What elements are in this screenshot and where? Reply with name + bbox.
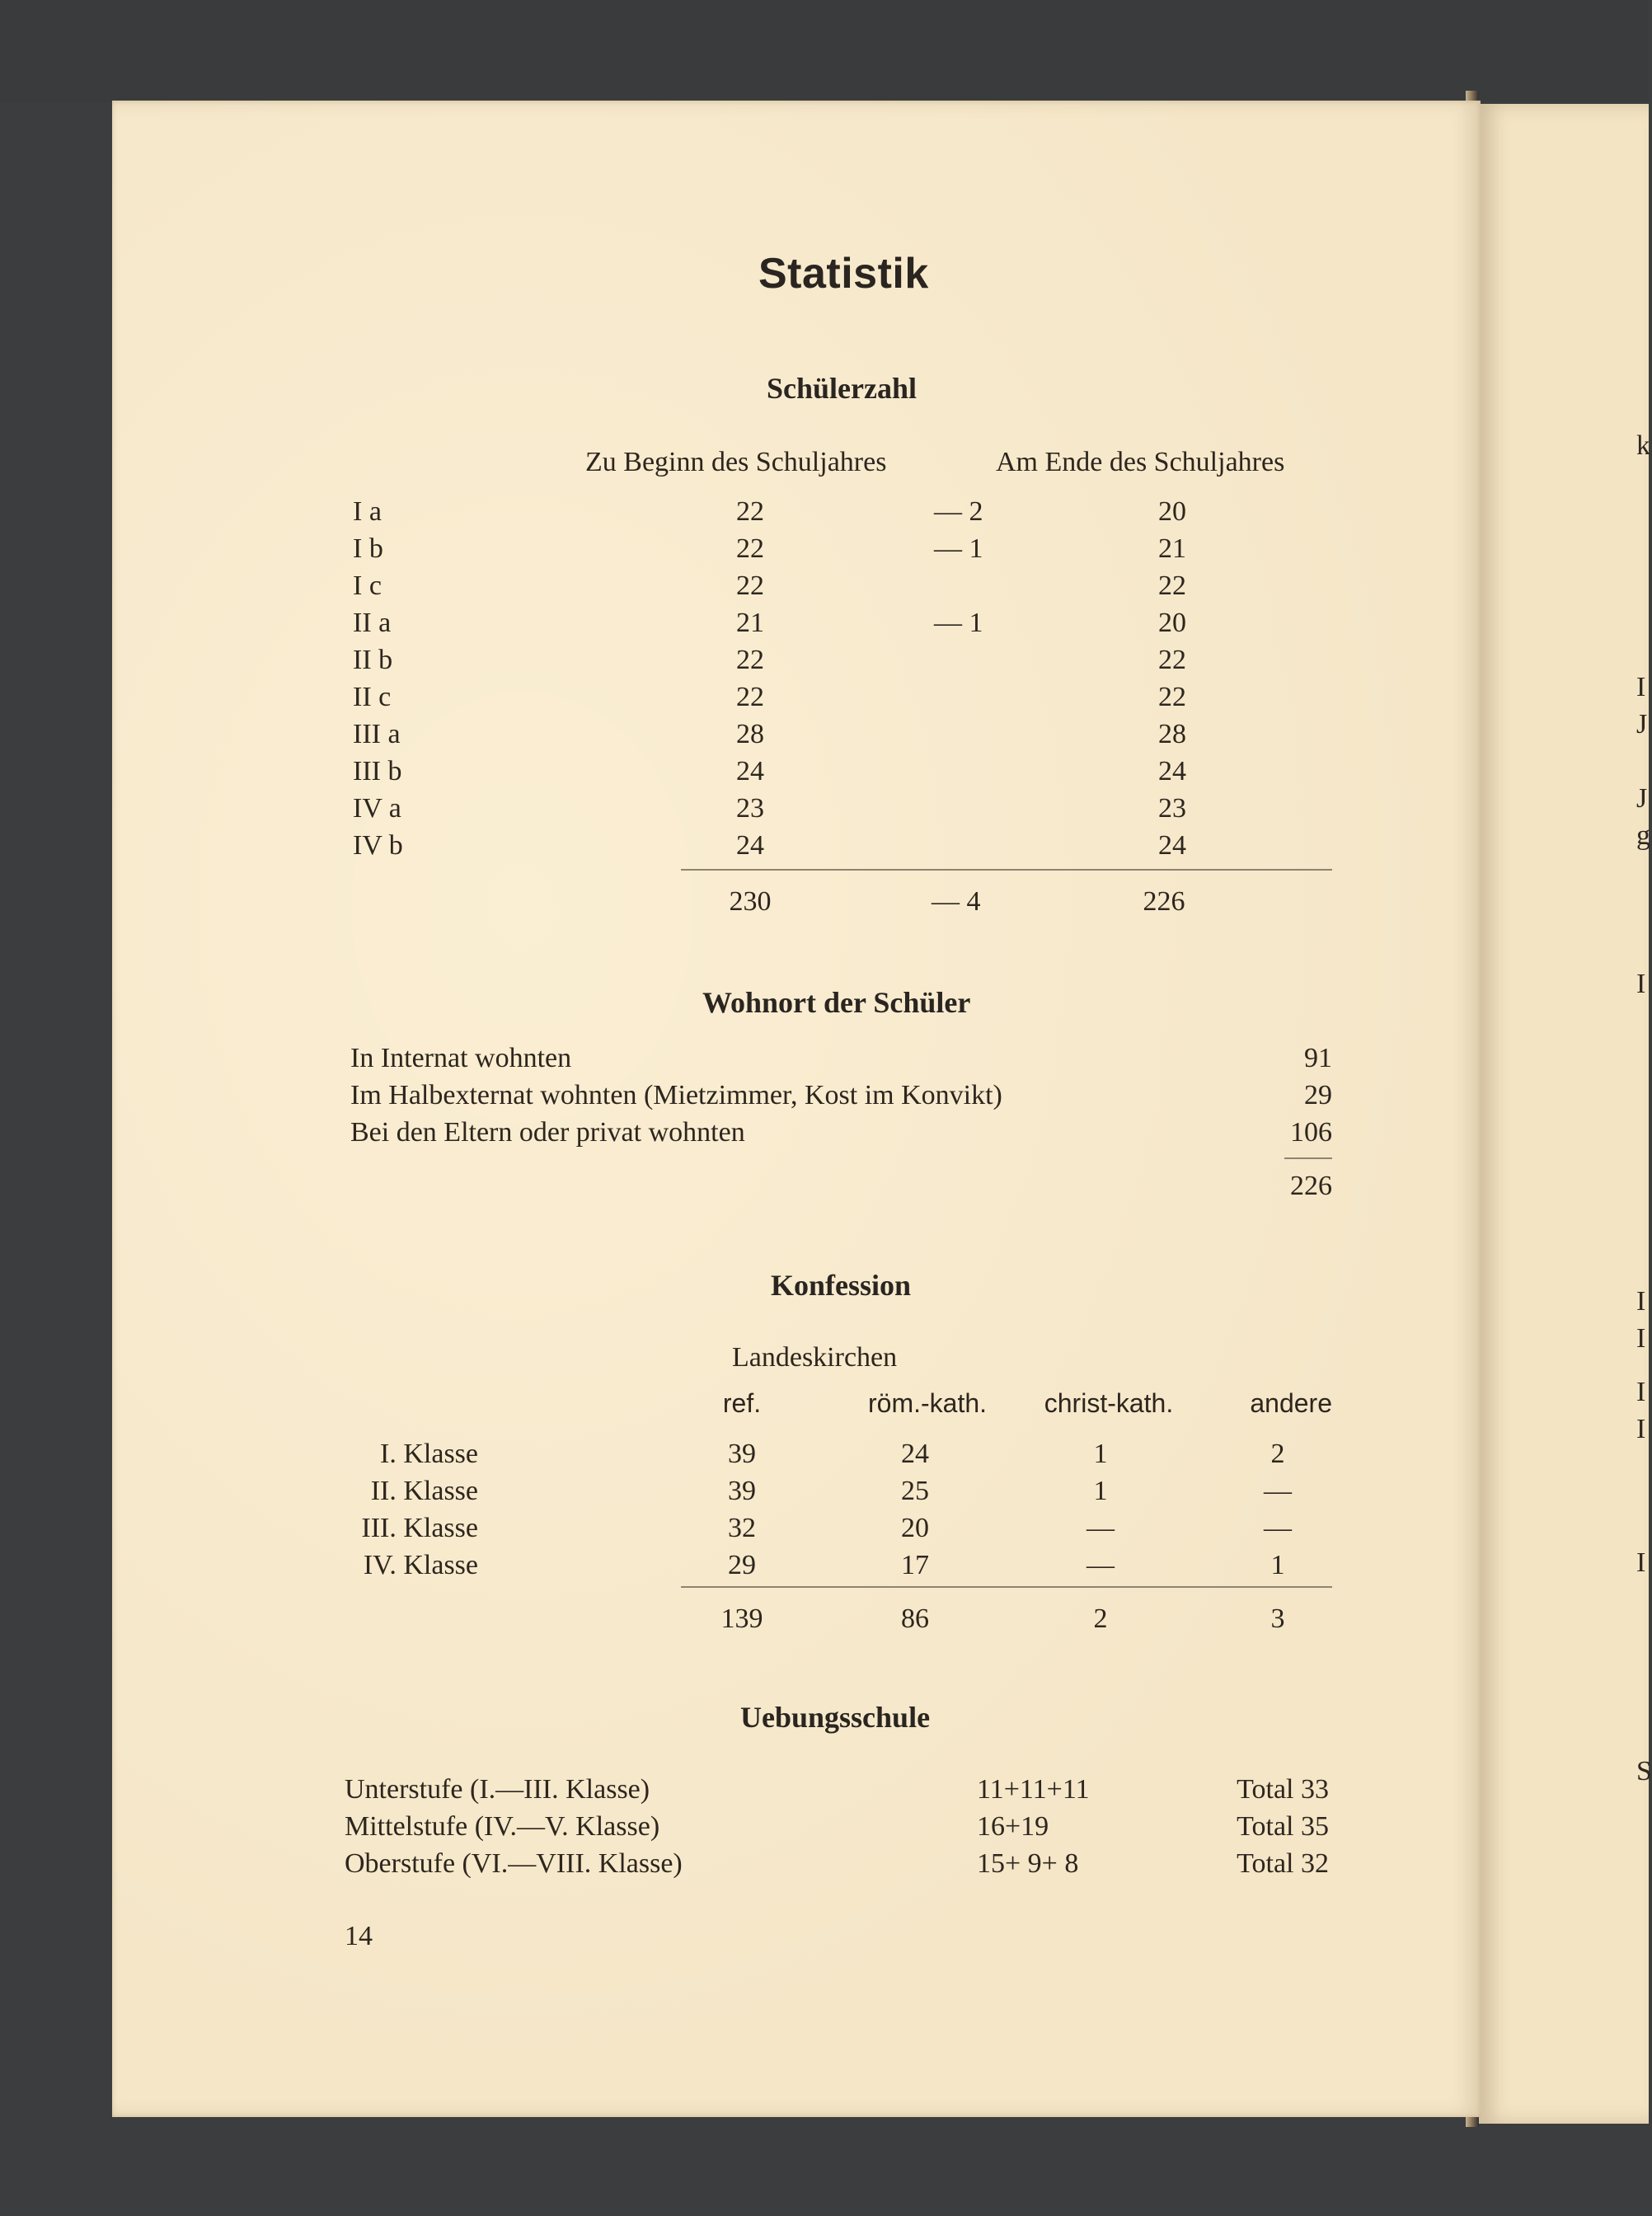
ref-value: 39 — [728, 1439, 756, 1469]
facing-page-letter: I — [1636, 1414, 1646, 1444]
andere-value: — — [1264, 1476, 1292, 1506]
total-begin: 230 — [729, 886, 772, 917]
end-value: 20 — [1158, 608, 1186, 638]
konf-total-christ-kath: 2 — [1093, 1603, 1108, 1634]
wohnort-label: Bei den Eltern oder privat wohnten — [350, 1117, 745, 1148]
wohnort-label: Im Halbexternat wohnten (Mietzimmer, Kost im Konvikt) — [350, 1080, 1002, 1110]
end-value: 21 — [1158, 533, 1186, 564]
andere-value: 2 — [1270, 1439, 1285, 1469]
scan-background — [0, 0, 1649, 102]
klasse-label: IV b — [353, 830, 403, 861]
diff-value: — 2 — [934, 496, 983, 527]
facing-page-letter: I — [1636, 1323, 1646, 1354]
schuelerzahl-heading: Schülerzahl — [767, 372, 918, 405]
col-header-roem-kath: röm.-kath. — [867, 1388, 988, 1418]
wohnort-value: 29 — [1304, 1080, 1332, 1110]
diff-value: — 1 — [934, 533, 983, 564]
begin-value: 24 — [736, 830, 764, 861]
end-value: 23 — [1158, 793, 1186, 824]
uebung-label: Mittelstufe (IV.—V. Klasse) — [345, 1811, 660, 1842]
facing-page-letter: J — [1636, 709, 1648, 739]
facing-page-letter: g — [1636, 820, 1650, 851]
konf-klasse-label: II. Klasse — [370, 1476, 478, 1506]
uebung-total: Total 33 — [1237, 1774, 1329, 1805]
facing-page-letter: k — [1636, 430, 1650, 461]
klasse-label: III b — [353, 756, 402, 786]
landeskirchen-label: Landeskirchen — [732, 1342, 898, 1373]
begin-value: 23 — [736, 793, 764, 824]
col-header-christ-kath: christ-kath. — [1044, 1388, 1174, 1418]
end-value: 28 — [1158, 719, 1186, 749]
roem-kath-value: 24 — [901, 1439, 929, 1469]
end-value: 24 — [1158, 756, 1186, 786]
klasse-label: III a — [353, 719, 401, 749]
uebung-calc: 16+19 — [977, 1811, 1049, 1842]
begin-value: 22 — [736, 533, 764, 564]
begin-value: 28 — [736, 719, 764, 749]
wohnort-total: 226 — [1290, 1171, 1332, 1201]
begin-value: 22 — [736, 682, 764, 712]
klasse-label: II c — [353, 682, 392, 712]
begin-value: 24 — [736, 756, 764, 786]
facing-page-letter: I — [1636, 1286, 1646, 1317]
end-value: 22 — [1158, 682, 1186, 712]
klasse-label: II a — [353, 608, 392, 638]
christ-kath-value: 1 — [1093, 1439, 1108, 1469]
facing-page-letter: I — [1636, 1547, 1646, 1578]
uebung-total: Total 35 — [1237, 1811, 1329, 1842]
klasse-label: I b — [353, 533, 383, 564]
sum-rule — [681, 1586, 1332, 1588]
uebung-total: Total 32 — [1237, 1848, 1329, 1879]
begin-value: 22 — [736, 496, 764, 527]
wohnort-heading: Wohnort der Schüler — [702, 986, 971, 1019]
page-number: 14 — [345, 1921, 373, 1951]
uebung-calc: 11+11+11 — [977, 1774, 1090, 1805]
end-value: 24 — [1158, 830, 1186, 861]
klasse-label: I c — [353, 570, 382, 601]
konf-total-roem-kath: 86 — [901, 1603, 929, 1634]
klasse-label: II b — [353, 645, 393, 675]
uebung-calc: 15+ 9+ 8 — [977, 1848, 1079, 1879]
konf-total-ref: 139 — [720, 1603, 763, 1634]
roem-kath-value: 17 — [901, 1550, 929, 1580]
andere-value: — — [1264, 1513, 1292, 1543]
begin-value: 22 — [736, 645, 764, 675]
end-value: 20 — [1158, 496, 1186, 527]
wohnort-value: 91 — [1304, 1043, 1332, 1073]
christ-kath-value: 1 — [1093, 1476, 1108, 1506]
klasse-label: I a — [353, 496, 382, 527]
facing-page-letter: S — [1636, 1756, 1652, 1786]
wohnort-label: In Internat wohnten — [350, 1043, 572, 1073]
end-value: 22 — [1158, 570, 1186, 601]
facing-page-letter: I — [1636, 1377, 1646, 1407]
uebung-label: Oberstufe (VI.—VIII. Klasse) — [345, 1848, 683, 1879]
uebung-label: Unterstufe (I.—III. Klasse) — [345, 1774, 650, 1805]
ref-value: 29 — [728, 1550, 756, 1580]
ref-value: 39 — [728, 1476, 756, 1506]
konf-klasse-label: III. Klasse — [361, 1513, 478, 1543]
begin-value: 21 — [736, 608, 764, 638]
wohnort-value: 106 — [1290, 1117, 1332, 1148]
facing-page-letter: J — [1636, 783, 1648, 814]
klasse-label: IV a — [353, 793, 401, 824]
roem-kath-value: 20 — [901, 1513, 929, 1543]
facing-page-letter: I — [1636, 969, 1646, 999]
andere-value: 1 — [1270, 1550, 1285, 1580]
sum-rule — [1284, 1157, 1332, 1159]
end-value: 22 — [1158, 645, 1186, 675]
konf-klasse-label: I. Klasse — [380, 1439, 478, 1469]
christ-kath-value: — — [1086, 1513, 1115, 1543]
page-title: Statistik — [758, 250, 929, 298]
roem-kath-value: 25 — [901, 1476, 929, 1506]
facing-page — [1479, 104, 1649, 2124]
christ-kath-value: — — [1086, 1550, 1115, 1580]
konfession-heading: Konfession — [771, 1269, 912, 1302]
col-header-andere: andere — [1250, 1388, 1332, 1418]
uebungsschule-heading: Uebungsschule — [740, 1701, 931, 1734]
diff-value: — 1 — [934, 608, 983, 638]
total-diff: — 4 — [932, 886, 981, 917]
begin-value: 22 — [736, 570, 764, 601]
facing-page-letter: I — [1636, 672, 1646, 702]
konf-klasse-label: IV. Klasse — [363, 1550, 478, 1580]
konf-total-andere: 3 — [1270, 1603, 1285, 1634]
col-header-end: Am Ende des Schuljahres — [996, 447, 1285, 477]
sum-rule — [681, 869, 1332, 871]
total-end: 226 — [1143, 886, 1185, 917]
col-header-begin: Zu Beginn des Schuljahres — [585, 447, 887, 477]
ref-value: 32 — [728, 1513, 756, 1543]
col-header-ref: ref. — [722, 1388, 762, 1418]
